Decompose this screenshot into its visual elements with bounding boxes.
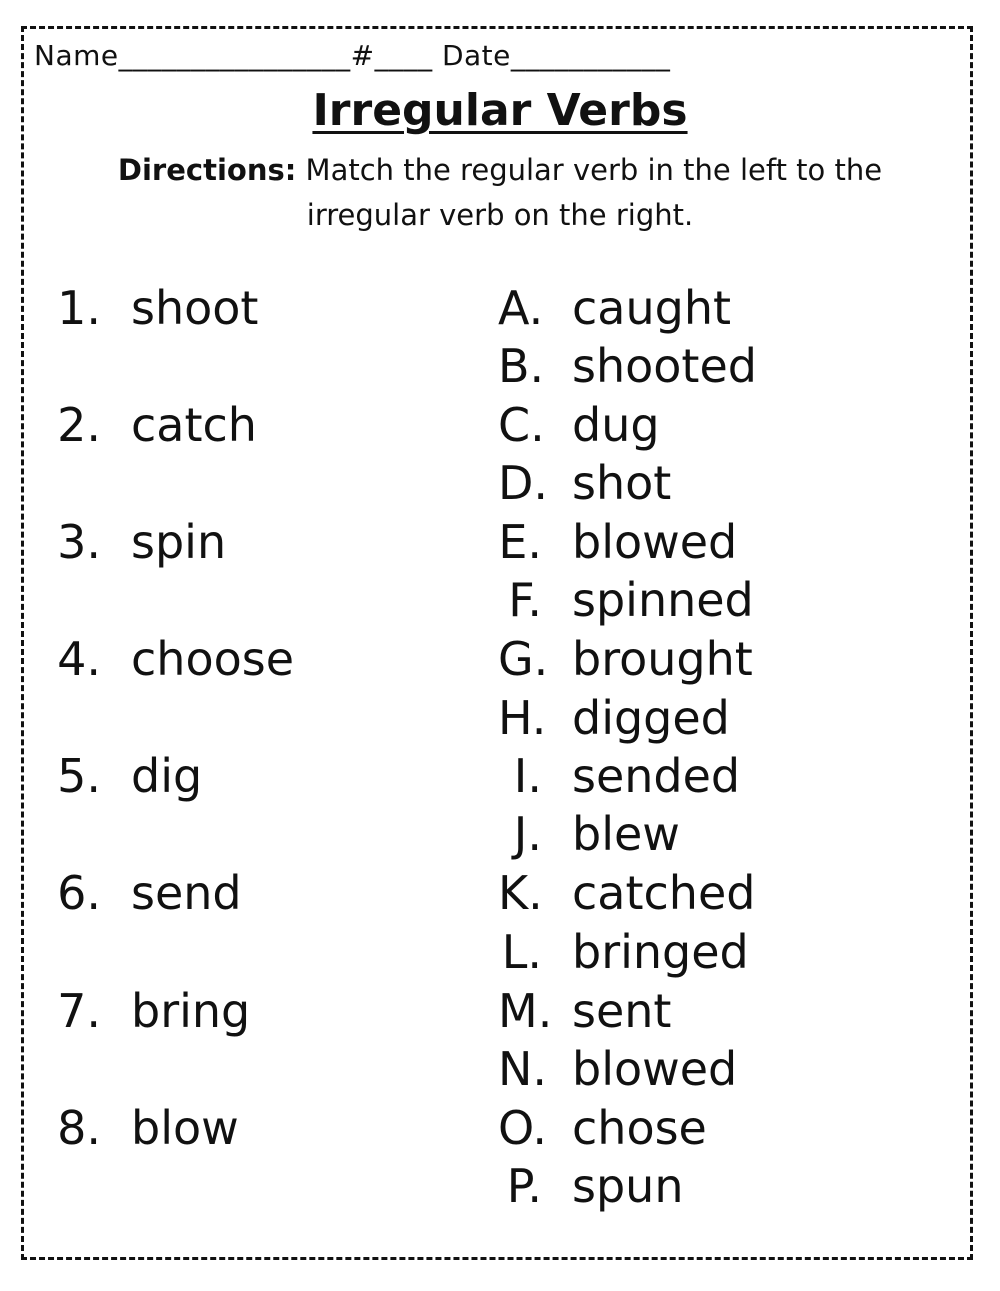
left-item-number: 8. <box>57 1101 101 1155</box>
left-item-7 <box>57 983 250 1039</box>
right-item-word: blowed <box>572 515 738 569</box>
right-item-letter: H. <box>498 691 547 745</box>
left-item-word: dig <box>131 749 203 803</box>
left-item-word: send <box>131 866 242 920</box>
left-item-number: 3. <box>57 515 101 569</box>
left-item-4 <box>57 631 294 687</box>
right-item-word: sended <box>572 749 741 803</box>
right-item-letter: L. <box>501 925 542 979</box>
right-item-l <box>498 924 749 980</box>
right-item-word: shot <box>572 456 672 510</box>
left-item-word: spin <box>131 515 227 569</box>
directions-label: Directions: <box>117 153 297 187</box>
right-item-o <box>498 1100 707 1156</box>
right-item-p <box>498 1158 683 1214</box>
right-item-letter: C. <box>498 398 545 452</box>
right-item-g <box>498 631 753 687</box>
left-item-number: 5. <box>57 749 101 803</box>
right-item-word: spun <box>572 1159 684 1213</box>
right-item-word: blowed <box>572 1042 738 1096</box>
right-item-letter: D. <box>498 456 549 510</box>
left-item-5 <box>57 748 202 804</box>
right-item-word: shooted <box>572 339 757 393</box>
right-item-word: bringed <box>572 925 749 979</box>
left-item-word: shoot <box>131 281 259 335</box>
left-item-3 <box>57 514 226 570</box>
right-item-h <box>498 690 730 746</box>
left-item-word: bring <box>131 984 251 1038</box>
left-item-word: choose <box>131 632 294 686</box>
right-item-c <box>498 397 660 453</box>
right-item-word: catched <box>572 866 756 920</box>
right-item-i <box>498 748 740 804</box>
right-item-letter: B. <box>498 339 545 393</box>
left-item-2 <box>57 397 257 453</box>
right-item-word: blew <box>572 807 680 861</box>
left-item-number: 7. <box>57 984 101 1038</box>
right-item-word: sent <box>572 984 672 1038</box>
right-item-letter: N. <box>498 1042 548 1096</box>
left-item-8 <box>57 1100 239 1156</box>
right-item-e <box>498 514 737 570</box>
left-item-word: blow <box>131 1101 239 1155</box>
name-number-date-line: Name________________#____ Date___________ <box>34 39 671 72</box>
right-item-letter: F. <box>508 573 542 627</box>
left-item-1 <box>57 280 258 336</box>
left-item-number: 4. <box>57 632 101 686</box>
right-item-letter: P. <box>506 1159 542 1213</box>
right-item-a <box>498 280 731 336</box>
page-title: Irregular Verbs <box>312 85 688 136</box>
right-item-letter: K. <box>498 866 543 920</box>
right-item-word: brought <box>572 632 753 686</box>
right-item-letter: I. <box>513 749 542 803</box>
right-item-word: digged <box>572 691 730 745</box>
directions-text: Match the regular verb in the left to the irregular verb on the right. <box>296 153 883 232</box>
right-item-n <box>498 1041 737 1097</box>
left-item-number: 1. <box>57 281 101 335</box>
right-item-letter: O. <box>498 1101 547 1155</box>
right-item-word: spinned <box>572 573 754 627</box>
right-item-b <box>498 338 757 394</box>
left-item-number: 2. <box>57 398 101 452</box>
left-item-6 <box>57 865 242 921</box>
left-item-word: catch <box>131 398 257 452</box>
directions <box>80 148 920 238</box>
right-item-letter: M. <box>498 984 553 1038</box>
right-item-m <box>498 983 671 1039</box>
right-item-word: dug <box>572 398 660 452</box>
right-item-j <box>498 806 680 862</box>
right-item-letter: J. <box>513 807 542 861</box>
right-item-letter: E. <box>498 515 542 569</box>
left-item-number: 6. <box>57 866 101 920</box>
right-item-word: caught <box>572 281 732 335</box>
right-item-d <box>498 455 671 511</box>
right-item-letter: G. <box>498 632 549 686</box>
right-item-f <box>498 572 754 628</box>
right-item-letter: A. <box>498 281 544 335</box>
right-item-word: chose <box>572 1101 707 1155</box>
right-item-k <box>498 865 755 921</box>
